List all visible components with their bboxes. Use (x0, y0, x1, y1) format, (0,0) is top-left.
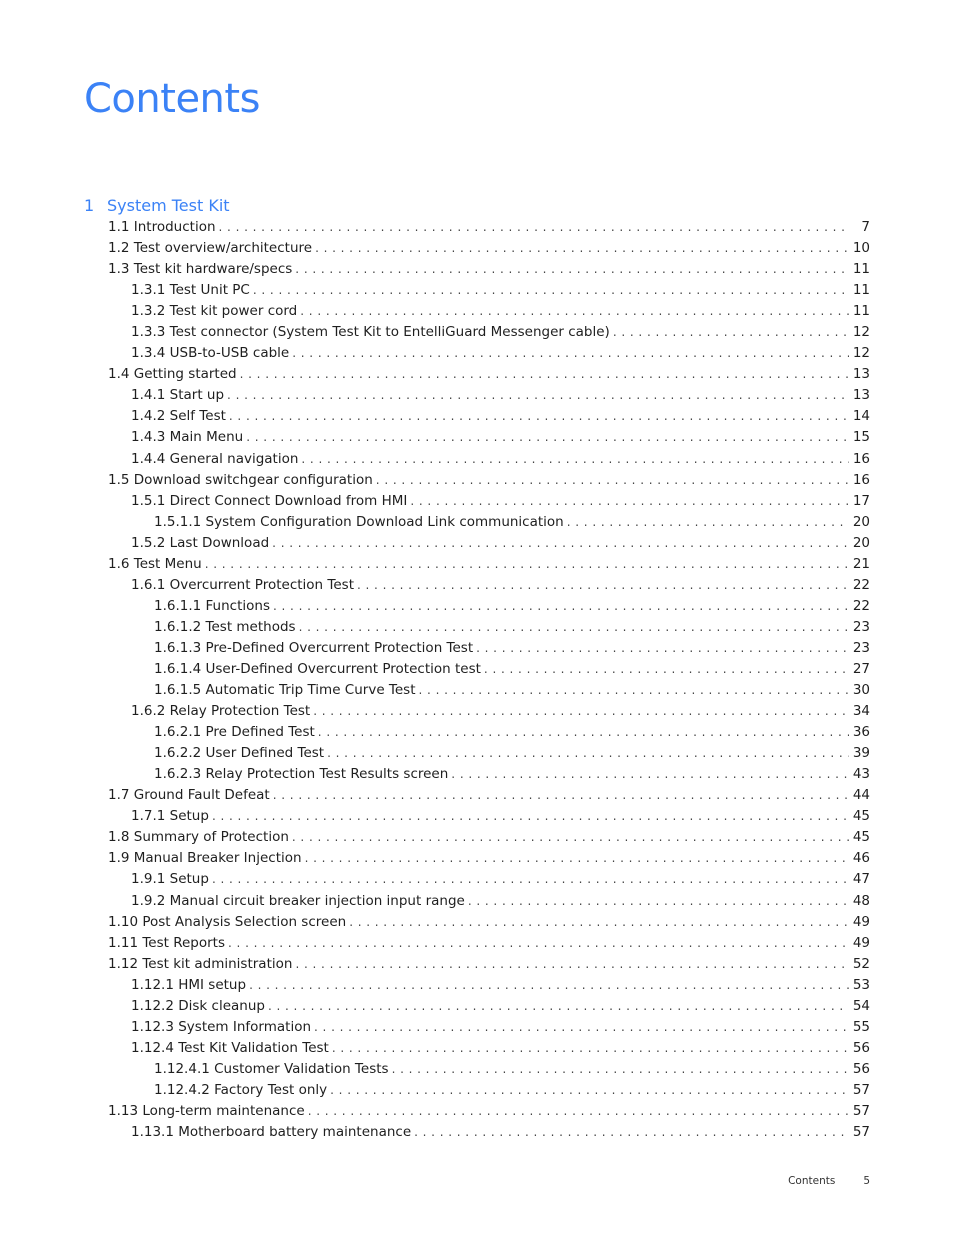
dot-leader (249, 975, 849, 996)
toc-entry-page-number[interactable]: 23 (852, 639, 870, 656)
toc-entry-title[interactable]: 1.3.1 Test Unit PC (131, 280, 253, 301)
toc-entry-title[interactable]: 1.12 Test kit administration (108, 954, 295, 975)
toc-entry-line[interactable] (154, 1080, 870, 1101)
toc-entry-line[interactable] (131, 701, 870, 722)
dot-leader (318, 722, 849, 743)
dot-leader (327, 743, 849, 764)
toc-entry-title[interactable]: 1.3.3 Test connector (System Test Kit to EntelliGuard Messenger cable) (131, 322, 613, 343)
toc-entry[interactable] (0, 596, 954, 617)
footer-page-number: 5 (863, 1175, 870, 1187)
toc-entry-page-number[interactable]: 13 (852, 387, 870, 404)
toc-entry-page-number[interactable]: 30 (852, 682, 870, 699)
toc-entry-page-number[interactable]: 34 (852, 703, 870, 720)
toc-entry[interactable] (0, 680, 954, 701)
toc-entry-title[interactable]: 1.6.2.3 Relay Protection Test Results screen (154, 764, 451, 785)
dot-leader (273, 596, 849, 617)
toc-entry-line[interactable] (131, 491, 870, 512)
toc-entry[interactable] (0, 238, 954, 259)
toc-entry-page-number[interactable]: 21 (852, 555, 870, 572)
toc-entry-line[interactable] (131, 1017, 870, 1038)
dot-leader (240, 364, 849, 385)
toc-entry-title[interactable]: 1.9 Manual Breaker Injection (108, 848, 305, 869)
toc-section-heading[interactable] (84, 194, 230, 218)
toc-entry[interactable] (0, 343, 954, 364)
toc-entry-title[interactable]: 1.6 Test Menu (108, 554, 205, 575)
toc-entry-title[interactable]: 1.6.2.1 Pre Defined Test (154, 722, 318, 743)
toc-entry-line[interactable] (108, 259, 870, 280)
toc-entry[interactable] (0, 470, 954, 491)
toc-entry[interactable] (0, 217, 954, 238)
dot-leader (330, 1080, 849, 1101)
toc-entry-title[interactable]: 1.4.1 Start up (131, 385, 227, 406)
toc-entry-line[interactable] (131, 301, 870, 322)
toc-entry-page-number[interactable]: 45 (852, 808, 870, 825)
toc-entry-page-number[interactable]: 48 (852, 892, 870, 909)
toc-entry[interactable] (0, 743, 954, 764)
toc-entry-page-number[interactable]: 46 (852, 850, 870, 867)
toc-entry-line[interactable] (108, 1101, 870, 1122)
dot-leader (349, 912, 849, 933)
toc-entry[interactable] (0, 533, 954, 554)
toc-entry-page-number[interactable]: 17 (852, 492, 870, 509)
toc-entry-page-number[interactable]: 12 (852, 345, 870, 362)
dot-leader (246, 427, 849, 448)
dot-leader (229, 406, 849, 427)
toc-entry-line[interactable] (154, 638, 870, 659)
toc-entry[interactable] (0, 322, 954, 343)
toc-entry-page-number[interactable]: 20 (852, 534, 870, 551)
toc-entry-page-number[interactable]: 16 (852, 471, 870, 488)
section-title: System Test Kit (107, 196, 230, 215)
toc-entry-page-number[interactable]: 47 (852, 871, 870, 888)
toc-entry[interactable] (0, 954, 954, 975)
toc-entry-title[interactable]: 1.6.1.1 Functions (154, 596, 273, 617)
toc-entry-page-number[interactable]: 20 (852, 513, 870, 530)
toc-entry-line[interactable] (108, 912, 870, 933)
dot-leader (613, 322, 849, 343)
dot-leader (212, 806, 849, 827)
dot-leader (219, 217, 850, 238)
toc-entry-title[interactable]: 1.12.4.1 Customer Validation Tests (154, 1059, 392, 1080)
toc-entry-line[interactable] (131, 385, 870, 406)
dot-leader (308, 1101, 849, 1122)
toc-entry-line[interactable] (108, 848, 870, 869)
dot-leader (314, 1017, 849, 1038)
toc-entry-line[interactable] (131, 1122, 870, 1143)
dot-leader (419, 680, 849, 701)
toc-entry-page-number[interactable]: 54 (852, 997, 870, 1014)
toc-entry-page-number[interactable]: 22 (852, 597, 870, 614)
toc-entry-line[interactable] (131, 869, 870, 890)
toc-entry[interactable] (0, 933, 954, 954)
toc-entry-title[interactable]: 1.11 Test Reports (108, 933, 228, 954)
toc-entry-title[interactable]: 1.13.1 Motherboard battery maintenance (131, 1122, 414, 1143)
toc-entry-line[interactable] (154, 680, 870, 701)
toc-entry-title[interactable]: 1.12.4 Test Kit Validation Test (131, 1038, 332, 1059)
dot-leader (292, 827, 849, 848)
toc-entry-title[interactable]: 1.12.1 HMI setup (131, 975, 249, 996)
toc-entry-line[interactable] (108, 238, 870, 259)
toc-entry-line[interactable] (108, 217, 870, 238)
footer-label: Contents (788, 1175, 836, 1187)
toc-entry[interactable] (0, 280, 954, 301)
toc-entry[interactable] (0, 848, 954, 869)
toc-entry-title[interactable]: 1.5.1.1 System Configuration Download Link communication (154, 512, 567, 533)
toc-entry[interactable] (0, 1017, 954, 1038)
dot-leader (476, 638, 849, 659)
toc-entry[interactable] (0, 1122, 954, 1143)
toc-entry[interactable] (0, 975, 954, 996)
dot-leader (227, 385, 849, 406)
dot-leader (253, 280, 849, 301)
toc-entry-page-number[interactable]: 27 (852, 660, 870, 677)
page-footer (788, 1174, 870, 1188)
dot-leader (468, 891, 849, 912)
toc-entry-page-number[interactable]: 16 (852, 450, 870, 467)
table-of-contents (0, 217, 954, 1143)
toc-entry-page-number[interactable]: 43 (852, 766, 870, 783)
toc-entry-page-number[interactable]: 57 (852, 1081, 870, 1098)
toc-entry[interactable] (0, 385, 954, 406)
toc-entry-page-number[interactable]: 39 (852, 745, 870, 762)
toc-entry-title[interactable]: 1.2 Test overview/architecture (108, 238, 315, 259)
toc-entry-line[interactable] (154, 743, 870, 764)
toc-entry-title[interactable]: 1.4.3 Main Menu (131, 427, 246, 448)
toc-entry[interactable] (0, 659, 954, 680)
toc-entry-page-number[interactable]: 49 (852, 934, 870, 951)
dot-leader (228, 933, 849, 954)
dot-leader (299, 617, 849, 638)
dot-leader (376, 470, 849, 491)
dot-leader (292, 343, 849, 364)
toc-entry-line[interactable] (131, 996, 870, 1017)
toc-entry-title[interactable]: 1.7 Ground Fault Defeat (108, 785, 273, 806)
toc-entry-title[interactable]: 1.3.2 Test kit power cord (131, 301, 300, 322)
toc-entry[interactable] (0, 301, 954, 322)
toc-entry[interactable] (0, 722, 954, 743)
dot-leader (205, 554, 849, 575)
toc-entry-line[interactable] (131, 975, 870, 996)
toc-entry-title[interactable]: 1.6.2.2 User Defined Test (154, 743, 327, 764)
dot-leader (300, 301, 849, 322)
dot-leader (295, 259, 849, 280)
dot-leader (315, 238, 849, 259)
toc-entry[interactable] (0, 1059, 954, 1080)
toc-entry[interactable] (0, 701, 954, 722)
dot-leader (410, 491, 848, 512)
toc-entry-title[interactable]: 1.4.2 Self Test (131, 406, 229, 427)
toc-entry[interactable] (0, 259, 954, 280)
dot-leader (484, 659, 849, 680)
toc-entry-line[interactable] (131, 449, 870, 470)
dot-leader (392, 1059, 849, 1080)
toc-entry-line[interactable] (131, 806, 870, 827)
toc-entry-line[interactable] (154, 617, 870, 638)
toc-entry-page-number[interactable]: 11 (852, 261, 870, 278)
toc-entry-title[interactable]: 1.9.1 Setup (131, 869, 212, 890)
toc-entry-page-number[interactable]: 15 (852, 429, 870, 446)
toc-entry[interactable] (0, 912, 954, 933)
toc-entry-title[interactable]: 1.5.2 Last Download (131, 533, 272, 554)
toc-entry-page-number[interactable]: 49 (852, 913, 870, 930)
toc-entry[interactable] (0, 617, 954, 638)
toc-entry-line[interactable] (131, 322, 870, 343)
toc-entry-title[interactable]: 1.6.2 Relay Protection Test (131, 701, 313, 722)
dot-leader (357, 575, 849, 596)
toc-entry[interactable] (0, 364, 954, 385)
toc-entry-page-number[interactable]: 14 (852, 408, 870, 425)
toc-entry-title[interactable]: 1.12.3 System Information (131, 1017, 314, 1038)
toc-entry-page-number[interactable]: 52 (852, 955, 870, 972)
toc-entry-line[interactable] (108, 554, 870, 575)
toc-entry-line[interactable] (108, 470, 870, 491)
toc-entry-line[interactable] (108, 364, 870, 385)
toc-entry-page-number[interactable]: 10 (852, 240, 870, 257)
toc-entry-line[interactable] (154, 722, 870, 743)
toc-entry-page-number[interactable]: 11 (852, 303, 870, 320)
toc-entry-line[interactable] (154, 659, 870, 680)
toc-entry-page-number[interactable]: 53 (852, 976, 870, 993)
toc-entry-page-number[interactable]: 56 (852, 1060, 870, 1077)
toc-entry-page-number[interactable]: 12 (852, 324, 870, 341)
toc-entry[interactable] (0, 512, 954, 533)
toc-entry-title[interactable]: 1.5 Download switchgear configuration (108, 470, 376, 491)
toc-entry-page-number[interactable]: 56 (852, 1039, 870, 1056)
dot-leader (305, 848, 849, 869)
dot-leader (268, 996, 849, 1017)
toc-entry-page-number[interactable]: 44 (852, 787, 870, 804)
dot-leader (295, 954, 848, 975)
toc-entry[interactable] (0, 996, 954, 1017)
toc-entry[interactable] (0, 1101, 954, 1122)
toc-entry-title[interactable]: 1.4 Getting started (108, 364, 240, 385)
toc-entry[interactable] (0, 427, 954, 448)
toc-entry-line[interactable] (131, 280, 870, 301)
dot-leader (272, 533, 849, 554)
toc-entry[interactable] (0, 806, 954, 827)
toc-entry-page-number[interactable]: 22 (852, 576, 870, 593)
toc-entry-page-number[interactable]: 36 (852, 724, 870, 741)
toc-entry-page-number[interactable]: 11 (852, 282, 870, 299)
toc-entry[interactable] (0, 869, 954, 890)
toc-entry-line[interactable] (131, 891, 870, 912)
toc-entry[interactable] (0, 1038, 954, 1059)
toc-entry-title[interactable]: 1.3 Test kit hardware/specs (108, 259, 295, 280)
toc-entry[interactable] (0, 575, 954, 596)
toc-entry-page-number[interactable]: 57 (852, 1102, 870, 1119)
toc-entry[interactable] (0, 406, 954, 427)
toc-entry-page-number[interactable]: 57 (852, 1124, 870, 1141)
toc-entry[interactable] (0, 1080, 954, 1101)
section-number: 1 (84, 196, 95, 215)
toc-entry-title[interactable]: 1.4.4 General navigation (131, 449, 301, 470)
toc-entry-page-number[interactable]: 55 (852, 1018, 870, 1035)
dot-leader (313, 701, 849, 722)
toc-entry-title[interactable]: 1.7.1 Setup (131, 806, 212, 827)
toc-entry-page-number[interactable]: 13 (852, 366, 870, 383)
toc-entry-line[interactable] (108, 954, 870, 975)
toc-entry-title[interactable]: 1.1 Introduction (108, 217, 219, 238)
dot-leader (451, 764, 849, 785)
toc-entry-line[interactable] (154, 512, 870, 533)
toc-entry-title[interactable]: 1.5.1 Direct Connect Download from HMI (131, 491, 410, 512)
toc-entry[interactable] (0, 491, 954, 512)
toc-entry-line[interactable] (154, 596, 870, 617)
toc-entry[interactable] (0, 764, 954, 785)
toc-entry-line[interactable] (131, 343, 870, 364)
dot-leader (301, 449, 848, 470)
toc-entry-line[interactable] (154, 764, 870, 785)
dot-leader (567, 512, 849, 533)
toc-entry-title[interactable]: 1.6.1 Overcurrent Protection Test (131, 575, 357, 596)
toc-entry-page-number[interactable]: 7 (861, 219, 870, 235)
toc-entry-title[interactable]: 1.6.1.3 Pre-Defined Overcurrent Protection Test (154, 638, 476, 659)
toc-entry-title[interactable]: 1.10 Post Analysis Selection screen (108, 912, 349, 933)
toc-entry-page-number[interactable]: 45 (852, 829, 870, 846)
toc-entry[interactable] (0, 638, 954, 659)
toc-entry-line[interactable] (131, 427, 870, 448)
toc-entry[interactable] (0, 449, 954, 470)
toc-entry-title[interactable]: 1.12.4.2 Factory Test only (154, 1080, 330, 1101)
dot-leader (332, 1038, 849, 1059)
toc-entry-line[interactable] (154, 1059, 870, 1080)
toc-entry-line[interactable] (108, 933, 870, 954)
toc-entry-title[interactable]: 1.13 Long-term maintenance (108, 1101, 308, 1122)
toc-entry-title[interactable]: 1.3.4 USB-to-USB cable (131, 343, 292, 364)
toc-entry-line[interactable] (131, 1038, 870, 1059)
toc-entry-line[interactable] (131, 533, 870, 554)
toc-entry-title[interactable]: 1.6.1.4 User-Defined Overcurrent Protection test (154, 659, 484, 680)
page-title: Contents (84, 76, 260, 122)
dot-leader (212, 869, 849, 890)
toc-entry-line[interactable] (131, 406, 870, 427)
dot-leader (414, 1122, 849, 1143)
toc-entry-title[interactable]: 1.8 Summary of Protection (108, 827, 292, 848)
toc-entry-title[interactable]: 1.12.2 Disk cleanup (131, 996, 268, 1017)
toc-entry-title[interactable]: 1.6.1.2 Test methods (154, 617, 299, 638)
toc-entry[interactable] (0, 554, 954, 575)
toc-entry[interactable] (0, 785, 954, 806)
toc-entry-title[interactable]: 1.9.2 Manual circuit breaker injection input range (131, 891, 468, 912)
toc-entry-line[interactable] (108, 785, 870, 806)
toc-entry-title[interactable]: 1.6.1.5 Automatic Trip Time Curve Test (154, 680, 419, 701)
toc-entry[interactable] (0, 891, 954, 912)
dot-leader (273, 785, 849, 806)
toc-entry-page-number[interactable]: 23 (852, 618, 870, 635)
toc-entry-line[interactable] (131, 575, 870, 596)
toc-entry-line[interactable] (108, 827, 870, 848)
toc-entry[interactable] (0, 827, 954, 848)
